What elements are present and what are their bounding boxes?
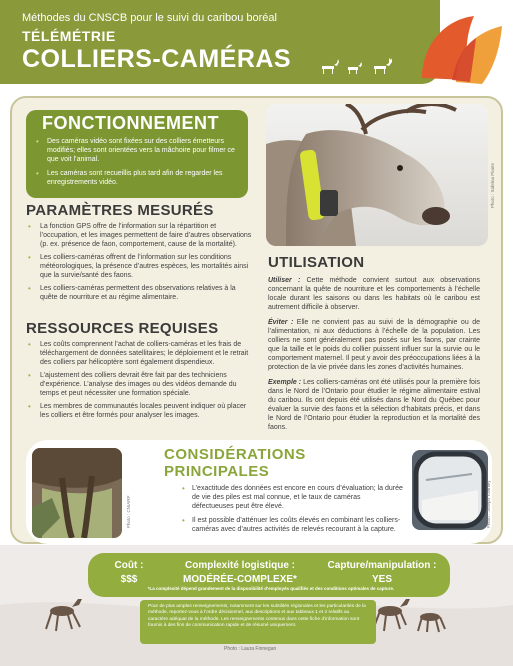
- list-item: • Des caméras vidéo sont fixées sur des colliers émetteurs modifiés; elles sont orientées vers la mâchoire pour filmer ce que voit l’animal.: [36, 137, 246, 164]
- list-item: • Il est possible d’atténuer les coûts élevés en combinant les colliers-caméras avec d’autres activités de relevés recourant à la capture.: [182, 516, 404, 534]
- page-title: COLLIERS-CAMÉRAS: [22, 45, 292, 73]
- fonctionnement-title: FONCTIONNEMENT: [42, 113, 219, 133]
- list-item: • Les coûts comprennent l’achat de colliers-caméras et les frais de téléchargement de données satellitaires; le déploiement et le retrait des colliers par hélicoptère sont également dispendieux.: [26, 340, 252, 367]
- mirror-photo-credit: Photo : Joseph Townley: [486, 480, 491, 528]
- caribou-photo-credit: Photo : Sabrina Plante: [490, 162, 495, 208]
- underside-photo-credit: Photo : CNIARP: [126, 495, 131, 528]
- utilisation-paragraph-avoid: [268, 318, 480, 372]
- utilisation-paragraph-use: [268, 276, 480, 312]
- capture-block: [320, 560, 444, 585]
- complexity-footnote: *La complexité dépend grandement de la disponibilité d’employés qualifiés et des conditions optimales de capture.: [147, 586, 395, 591]
- utilisation-text: Cette méthode convient surtout aux observations concernant la quête de nourriture et les comportements à l’échelle locale durant les saisons ou dans les habitats où le caribou est autrement difficile à observer.: [268, 277, 480, 311]
- utilisation-paragraph-example: [268, 378, 480, 432]
- capture-label: Capture/manipulation :: [327, 560, 437, 571]
- complexity-value: MODÉRÉE-COMPLEXE*: [183, 574, 297, 585]
- considerations-subtitle: PRINCIPALES: [164, 463, 270, 480]
- caribou-silhouettes-icon: [318, 56, 398, 76]
- list-item: • La fonction GPS offre de l’information sur la répartition et l’occupation, et les images permettent de faire d’autres observations (p. ex. présence de faon, comportement, cause de la mortalité).: [26, 222, 252, 249]
- fonctionnement-list: [36, 137, 246, 192]
- cnscb-logo-icon: [412, 8, 508, 88]
- considerations-title: CONSIDÉRATIONS: [164, 446, 306, 463]
- list-item: • L’exactitude des données est encore en cours d’évaluation; la durée de vie des piles est mal connue, et le taux de caméras défectueuses peut être élevé.: [182, 484, 404, 511]
- utilisation-title: UTILISATION: [268, 254, 365, 271]
- camera-mirror-photo: [412, 450, 488, 530]
- footer-photo-credit: Photo : Laura Finnegan: [224, 646, 277, 652]
- cost-value: $$$: [120, 574, 138, 585]
- capture-value: YES: [371, 574, 392, 585]
- list-item: • Les membres de communautés locales peuvent indiquer où placer les colliers et être formés pour analyser les images.: [26, 402, 252, 420]
- complexity-label: Complexité logistique :: [184, 560, 295, 571]
- list-item: • Les caméras sont recueillis plus tard afin de regarder les enregistrements vidéo.: [36, 169, 246, 187]
- list-item: • L’ajustement des colliers devrait être fait par des techniciens d’expérience. L’analyse des images ou des vidéos demande du temps et peut nécessiter une formation spéciale.: [26, 371, 252, 398]
- complexity-block: [170, 560, 310, 585]
- parametres-title: PARAMÈTRES MESURÉS: [26, 202, 214, 219]
- utilisation-label: Éviter :: [268, 319, 294, 326]
- header-subtitle: Méthodes du CNSCB pour le suivi du caribou boréal: [22, 12, 277, 24]
- parametres-list: [26, 222, 252, 306]
- utilisation-text: Elle ne convient pas au suivi de la démographie ou de l’alimentation, ni aux déductions à l’échelle de la population. Les colliers ne sont généralement pas posés sur les faons, par crainte que la taille et le poids du collier puissent influer sur la survie ou le comportement maternel. Il peut y avoir des préoccupations liées à la protection de la vie privée dans les zones d’activités humaines.: [268, 319, 480, 371]
- utilisation-label: Utiliser :: [268, 277, 301, 284]
- caribou-photo: [266, 104, 488, 246]
- utilisation-label: Exemple :: [268, 379, 302, 386]
- header: [0, 0, 513, 92]
- list-item: • Les colliers-caméras offrent de l’information sur les conditions météorologiques, la présence d’autres espèces, les mortalités ainsi que la survie/santé des faons.: [26, 253, 252, 280]
- ressources-list: [26, 340, 252, 424]
- caribou-underside-photo: [32, 448, 122, 538]
- cost-block: [100, 560, 158, 585]
- cost-label: Coût :: [114, 560, 144, 571]
- ressources-title: RESSOURCES REQUISES: [26, 320, 219, 337]
- considerations-list: [182, 484, 404, 539]
- list-item: • Les colliers-caméras permettent des observations relatives à la quête de nourriture et au régime alimentaire.: [26, 284, 252, 302]
- utilisation-text: Les colliers-caméras ont été utilisés pour la première fois dans le Nord de l’Ontario pour étudier le régime alimentaire estival du caribou. Ils ont depuis été utilisés dans le Nord du Québec pour évaluer la survie des faons et la sélection d’habitats précis, et dans le Nord de l’Ontario pour étudier la reproduction et la mortalité des faons.: [268, 379, 480, 431]
- info-text: Pour de plus amples renseignements, notamment sur les subtilités régionales et les particularités de la méthode, reportez-vous à l’ordre décisionnel, aux descriptions et aux tableaux 1 et 2 relatifs au caractère adéquat de la méthode. Les renseignements contenus dans cette fiche d’information sont fournis à des fins de communication rapide et de résumé uniquement.: [148, 604, 366, 629]
- header-category: TÉLÉMÉTRIE: [22, 28, 116, 44]
